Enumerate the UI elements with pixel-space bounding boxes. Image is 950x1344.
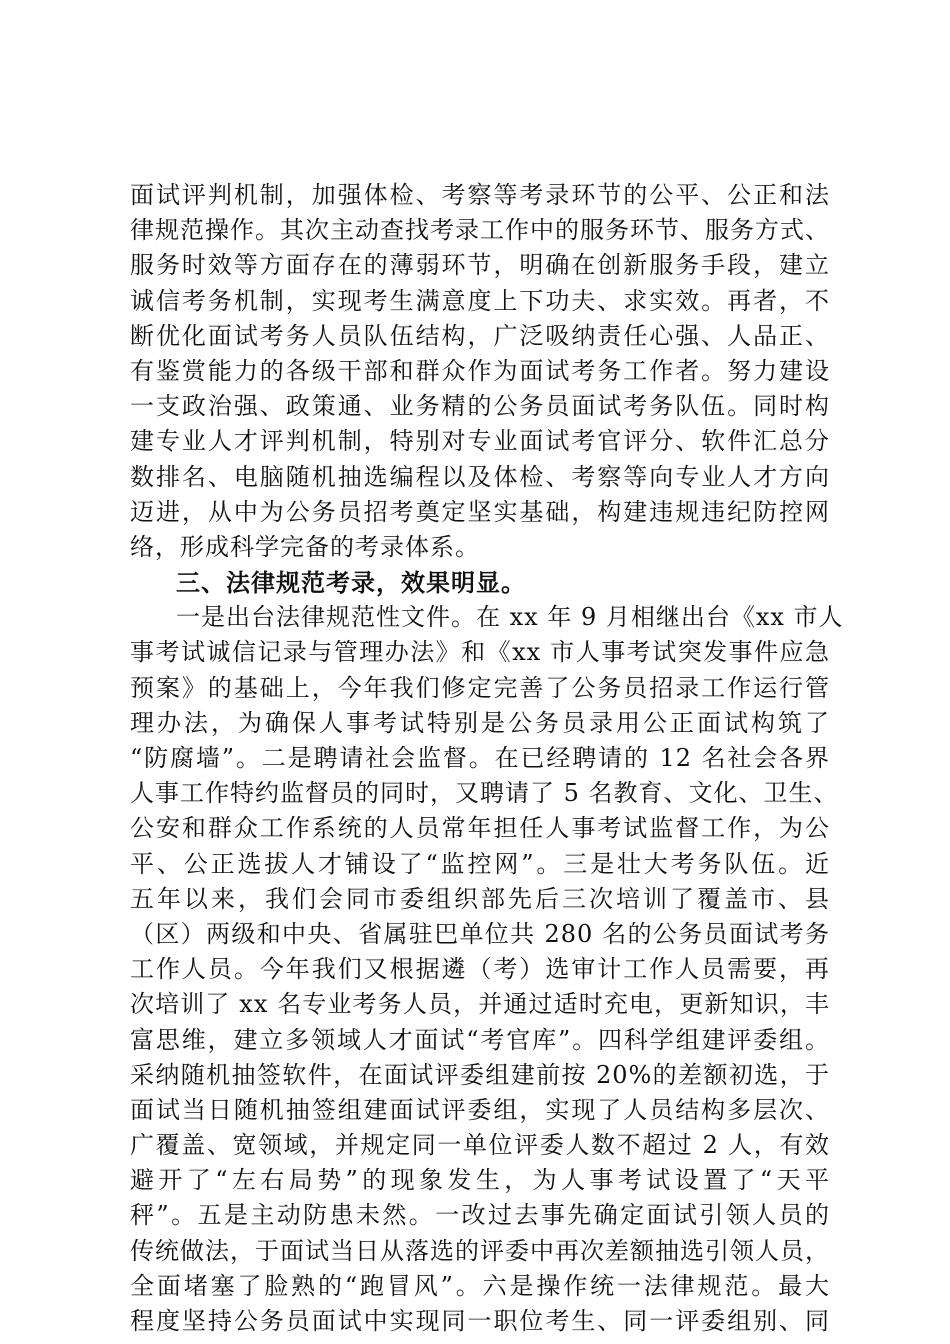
text-line: 预案》的基础上，今年我们修定完善了公务员招录工作运行管: [130, 673, 830, 702]
text-line: 有鉴赏能力的各级干部和群众作为面试考务工作者。努力建设: [130, 356, 830, 385]
text-line: 采纳随机抽签软件，在面试评委组建前按 20%的差额初选，于: [130, 1060, 830, 1089]
body-text: [130, 178, 844, 1339]
text-line: 面试当日随机抽签组建面试评委组，实现了人员结构多层次、: [130, 1095, 830, 1124]
text-line: 秤”。五是主动防患未然。一改过去事先确定面试引领人员的: [130, 1201, 830, 1230]
text-line: 程度坚持公务员面试中实现同一职位考生、同一评委组别、同: [130, 1307, 830, 1335]
text-line: 一是出台法律规范性文件。在 xx 年 9 月相继出台《xx 市人: [176, 603, 844, 632]
text-line: 公安和群众工作系统的人员常年担任人事考试监督工作，为公: [130, 814, 830, 843]
text-line: 迈进，从中为公务员招考奠定坚实基础，构建违规违纪防控网: [130, 497, 830, 526]
text-line: 富思维，建立多领域人才面试“考官库”。四科学组建评委组。: [130, 1025, 830, 1054]
text-line: 面试评判机制，加强体检、考察等考录环节的公平、公正和法: [130, 181, 830, 209]
text-line: （区）两级和中央、省属驻巴单位共 280 名的公务员面试考务: [130, 919, 830, 948]
text-line: 次培训了 xx 名专业考务人员，并通过适时充电，更新知识，丰: [130, 990, 830, 1019]
text-line: 诚信考务机制，实现考生满意度上下功夫、求实效。再者，不: [130, 286, 830, 315]
text-line: “防腐墙”。二是聘请社会监督。在已经聘请的 12 名社会各界: [130, 744, 830, 772]
text-line: 数排名、电脑随机抽选编程以及体检、考察等向专业人才方向: [130, 462, 830, 491]
text-line: 五年以来，我们会同市委组织部先后三次培训了覆盖市、县: [130, 884, 830, 913]
section-heading: 三、法律规范考录，效果明显。: [176, 568, 526, 598]
text-line: 络，形成科学完备的考录体系。: [130, 532, 480, 561]
text-line: 建专业人才评判机制，特别对专业面试考官评分、软件汇总分: [130, 427, 830, 456]
text-line: 服务时效等方面存在的薄弱环节，明确在创新服务手段，建立: [130, 251, 830, 280]
text-line: 人事工作特约监督员的同时，又聘请了 5 名教育、文化、卫生、: [130, 779, 839, 808]
text-line: 一支政治强、政策通、业务精的公务员面试考务队伍。同时构: [130, 392, 830, 421]
text-line: 断优化面试考务人员队伍结构，广泛吸纳责任心强、人品正、: [130, 321, 830, 350]
text-line: 平、公正选拔人才铺设了“监控网”。三是壮大考务队伍。近: [130, 849, 830, 878]
text-line: 工作人员。今年我们又根据遴（考）选审计工作人员需要，再: [130, 955, 830, 984]
text-line: 理办法，为确保人事考试特别是公务员录用公正面试构筑了: [130, 708, 830, 737]
text-line: 事考试诚信记录与管理办法》和《xx 市人事考试突发事件应急: [130, 638, 830, 667]
text-line: 广覆盖、宽领域，并规定同一单位评委人数不超过 2 人，有效: [130, 1131, 830, 1160]
text-line: 全面堵塞了脸熟的“跑冒风”。六是操作统一法律规范。最大: [130, 1271, 830, 1300]
text-line: 避开了“左右局势”的现象发生，为人事考试设置了“天平: [130, 1166, 830, 1195]
text-line: 律规范操作。其次主动查找考录工作中的服务环节、服务方式、: [130, 216, 830, 245]
text-line: 传统做法，于面试当日从落选的评委中再次差额抽选引领人员，: [130, 1236, 830, 1265]
